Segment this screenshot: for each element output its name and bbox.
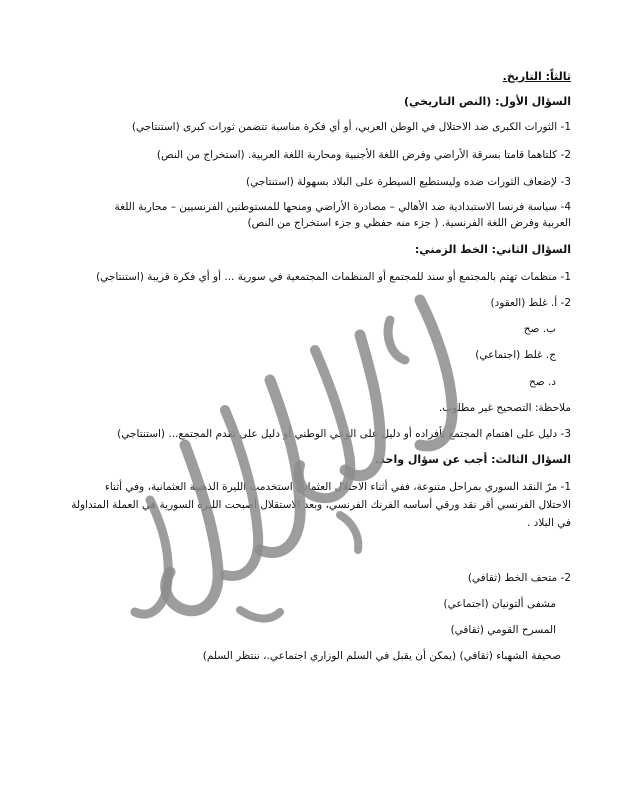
q3-answer-1-line3: في البلاد . [526, 517, 571, 529]
question-2-title: السؤال الثاني: الخط الزمني: [414, 243, 571, 256]
question-3-title: السؤال الثالث: أجب عن سؤال واحد. [374, 453, 571, 466]
question-1-title: السؤال الأول: (النص التاريخي) [403, 95, 571, 108]
q1-answer-2: 2- كلتاهما قامتا بسرقة الأراضي وفرض اللغة الأجنبية ومحاربة اللغة العربية. (استخراج من النص) [156, 149, 571, 161]
q3-answer-2-line4: صحيفة الشهباء (ثقافي) (يمكن أن يقبل في السلم الوزاري اجتماعي.، ننتظر السلم) [202, 650, 561, 662]
q2-answer-2d: د. صح [528, 376, 556, 388]
q3-answer-2-line3: المسرح القومي (ثقافي) [450, 624, 556, 636]
q3-answer-2-line1: 2- متحف الخط (ثقافي) [467, 572, 571, 584]
q3-answer-1-line1: 1- مرّ النقد السوري بمراحل متنوعة، ففي أثناء الاحتلال العثماني استخدمت الليرة الذهبية العثمانية، وفي أثناء [104, 481, 571, 493]
q2-note: ملاحظة: التصحيح غير مطلوب. [438, 402, 571, 414]
q1-answer-3: 3- لإضعاف الثورات ضده وليستطيع السيطرة على البلاد بسهولة (استنتاجي) [246, 176, 571, 188]
q2-answer-2b: ب. صح [523, 323, 556, 335]
q1-answer-1: 1- الثورات الكبرى ضد الاحتلال في الوطن العربي، أو أي فكرة مناسبة تتضمن ثورات كبرى (استنتاجي) [131, 121, 571, 133]
q2-answer-3: 3- دليل على اهتمام المجتمع بأفراده أو دليل على الوعي الوطني أو دليل على تقدم المجتمع... (استنتاجي) [117, 428, 571, 440]
q3-answer-2-line2: مشفى ألتونيان (اجتماعي) [443, 598, 556, 610]
section-title: ثالثاً: التاريخ. [502, 70, 571, 83]
q3-answer-1-line2: الاحتلال الفرنسي أقر نقد ورقي أساسه الفرنك الفرنسي، وبعد الاستقلال أصبحت الليرة السورية هي العملة المتداولة [71, 499, 571, 511]
q2-answer-1: 1- منظمات تهتم بالمجتمع أو سند للمجتمع أو المنظمات المجتمعية في سورية ... أو أي فكرة قريبة (استنتاجي) [96, 271, 571, 283]
q2-answer-2a: 2- أ. غلط (العقود) [490, 297, 571, 309]
q1-answer-4-line1: 4- سياسة فرنسا الاستبدادية ضد الأهالي – مصادرة الأراضي ومنحها للمستوطنين الفرنسيين – محاربة اللغة [114, 201, 571, 213]
q2-answer-2c: ج. غلط (اجتماعي) [475, 349, 556, 361]
q1-answer-4-line2: العربية وفرض اللغة الفرنسية. ( جزء منه حفظي و جزء استخراج من النص) [247, 217, 571, 229]
